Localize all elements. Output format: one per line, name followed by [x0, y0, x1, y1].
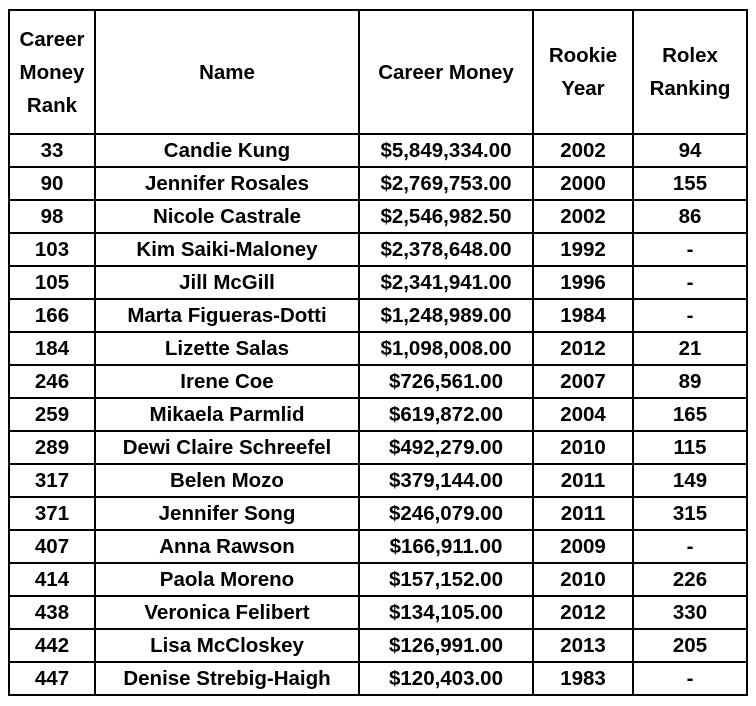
name-cell: Candie Kung — [95, 134, 359, 167]
rank-cell: 184 — [9, 332, 95, 365]
rookie-year-cell: 2002 — [533, 200, 633, 233]
rolex-ranking-cell: - — [633, 299, 747, 332]
career-money-table — [8, 9, 748, 696]
money-cell: $2,378,648.00 — [359, 233, 533, 266]
table-row — [9, 464, 747, 497]
name-cell: Anna Rawson — [95, 530, 359, 563]
rank-cell: 289 — [9, 431, 95, 464]
rank-cell: 414 — [9, 563, 95, 596]
rank-cell: 103 — [9, 233, 95, 266]
header-rank-line2: Money — [19, 60, 85, 84]
money-cell: $166,911.00 — [359, 530, 533, 563]
rank-cell: 246 — [9, 365, 95, 398]
header-rolex-line2: Ranking — [649, 77, 731, 100]
money-cell: $726,561.00 — [359, 365, 533, 398]
header-name-label: Name — [199, 60, 255, 84]
rookie-year-cell: 2012 — [533, 332, 633, 365]
table-row — [9, 167, 747, 200]
header-rank-line3: Rank — [26, 93, 78, 117]
table-row — [9, 530, 747, 563]
rookie-year-cell: 2000 — [533, 167, 633, 200]
rookie-year-cell: 1992 — [533, 233, 633, 266]
name-cell: Jill McGill — [95, 266, 359, 299]
header-rookie-year — [533, 10, 633, 134]
rolex-ranking-cell: 115 — [633, 431, 747, 464]
header-rookie-line1: Rookie — [548, 44, 618, 67]
money-cell: $492,279.00 — [359, 431, 533, 464]
rookie-year-cell: 2007 — [533, 365, 633, 398]
header-name — [95, 10, 359, 134]
header-rolex-ranking — [633, 10, 747, 134]
name-cell: Lisa McCloskey — [95, 629, 359, 662]
rank-cell: 442 — [9, 629, 95, 662]
money-cell: $2,341,941.00 — [359, 266, 533, 299]
name-cell: Veronica Felibert — [95, 596, 359, 629]
rookie-year-cell: 2002 — [533, 134, 633, 167]
header-rank-line1: Career — [19, 27, 85, 51]
rookie-year-cell: 1984 — [533, 299, 633, 332]
rookie-year-cell: 1996 — [533, 266, 633, 299]
name-cell: Lizette Salas — [95, 332, 359, 365]
table-row — [9, 365, 747, 398]
name-cell: Marta Figueras-Dotti — [95, 299, 359, 332]
rolex-ranking-cell: - — [633, 233, 747, 266]
rookie-year-cell: 2010 — [533, 431, 633, 464]
header-money-label: Career Money — [378, 60, 514, 84]
money-cell: $1,098,008.00 — [359, 332, 533, 365]
rank-cell: 317 — [9, 464, 95, 497]
rookie-year-cell: 2009 — [533, 530, 633, 563]
rolex-ranking-cell: 330 — [633, 596, 747, 629]
rank-cell: 259 — [9, 398, 95, 431]
table-row — [9, 266, 747, 299]
rookie-year-cell: 2011 — [533, 497, 633, 530]
rank-cell: 33 — [9, 134, 95, 167]
money-cell: $120,403.00 — [359, 662, 533, 695]
rank-cell: 438 — [9, 596, 95, 629]
table-row — [9, 596, 747, 629]
name-cell: Kim Saiki-Maloney — [95, 233, 359, 266]
name-cell: Paola Moreno — [95, 563, 359, 596]
money-cell: $157,152.00 — [359, 563, 533, 596]
rolex-ranking-cell: 149 — [633, 464, 747, 497]
money-cell: $2,769,753.00 — [359, 167, 533, 200]
table-row — [9, 497, 747, 530]
rolex-ranking-cell: - — [633, 662, 747, 695]
money-cell: $134,105.00 — [359, 596, 533, 629]
table-row — [9, 431, 747, 464]
table-row — [9, 398, 747, 431]
rank-cell: 98 — [9, 200, 95, 233]
table-row — [9, 662, 747, 695]
rolex-ranking-cell: - — [633, 266, 747, 299]
name-cell: Mikaela Parmlid — [95, 398, 359, 431]
money-cell: $379,144.00 — [359, 464, 533, 497]
header-row — [9, 10, 747, 134]
money-cell: $126,991.00 — [359, 629, 533, 662]
name-cell: Jennifer Rosales — [95, 167, 359, 200]
rolex-ranking-cell: 315 — [633, 497, 747, 530]
table-row — [9, 233, 747, 266]
rank-cell: 371 — [9, 497, 95, 530]
rank-cell: 90 — [9, 167, 95, 200]
rolex-ranking-cell: 155 — [633, 167, 747, 200]
rolex-ranking-cell: 226 — [633, 563, 747, 596]
rolex-ranking-cell: - — [633, 530, 747, 563]
money-cell: $2,546,982.50 — [359, 200, 533, 233]
table-row — [9, 563, 747, 596]
rookie-year-cell: 2004 — [533, 398, 633, 431]
table-row — [9, 200, 747, 233]
rank-cell: 447 — [9, 662, 95, 695]
rolex-ranking-cell: 89 — [633, 365, 747, 398]
name-cell: Nicole Castrale — [95, 200, 359, 233]
money-cell: $5,849,334.00 — [359, 134, 533, 167]
header-rolex-line1: Rolex — [662, 44, 718, 67]
header-career-money — [359, 10, 533, 134]
rookie-year-cell: 2013 — [533, 629, 633, 662]
rookie-year-cell: 2011 — [533, 464, 633, 497]
name-cell: Jennifer Song — [95, 497, 359, 530]
header-career-money-rank — [9, 10, 95, 134]
rookie-year-cell: 2010 — [533, 563, 633, 596]
header-rookie-line2: Year — [561, 77, 605, 100]
rookie-year-cell: 2012 — [533, 596, 633, 629]
rolex-ranking-cell: 21 — [633, 332, 747, 365]
rank-cell: 166 — [9, 299, 95, 332]
rookie-year-cell: 1983 — [533, 662, 633, 695]
rolex-ranking-cell: 94 — [633, 134, 747, 167]
rolex-ranking-cell: 165 — [633, 398, 747, 431]
name-cell: Dewi Claire Schreefel — [95, 431, 359, 464]
money-cell: $246,079.00 — [359, 497, 533, 530]
name-cell: Denise Strebig-Haigh — [95, 662, 359, 695]
rank-cell: 407 — [9, 530, 95, 563]
table-row — [9, 332, 747, 365]
table-row — [9, 629, 747, 662]
money-cell: $1,248,989.00 — [359, 299, 533, 332]
name-cell: Belen Mozo — [95, 464, 359, 497]
table-row — [9, 134, 747, 167]
rolex-ranking-cell: 205 — [633, 629, 747, 662]
money-cell: $619,872.00 — [359, 398, 533, 431]
rolex-ranking-cell: 86 — [633, 200, 747, 233]
rank-cell: 105 — [9, 266, 95, 299]
table-row — [9, 299, 747, 332]
name-cell: Irene Coe — [95, 365, 359, 398]
